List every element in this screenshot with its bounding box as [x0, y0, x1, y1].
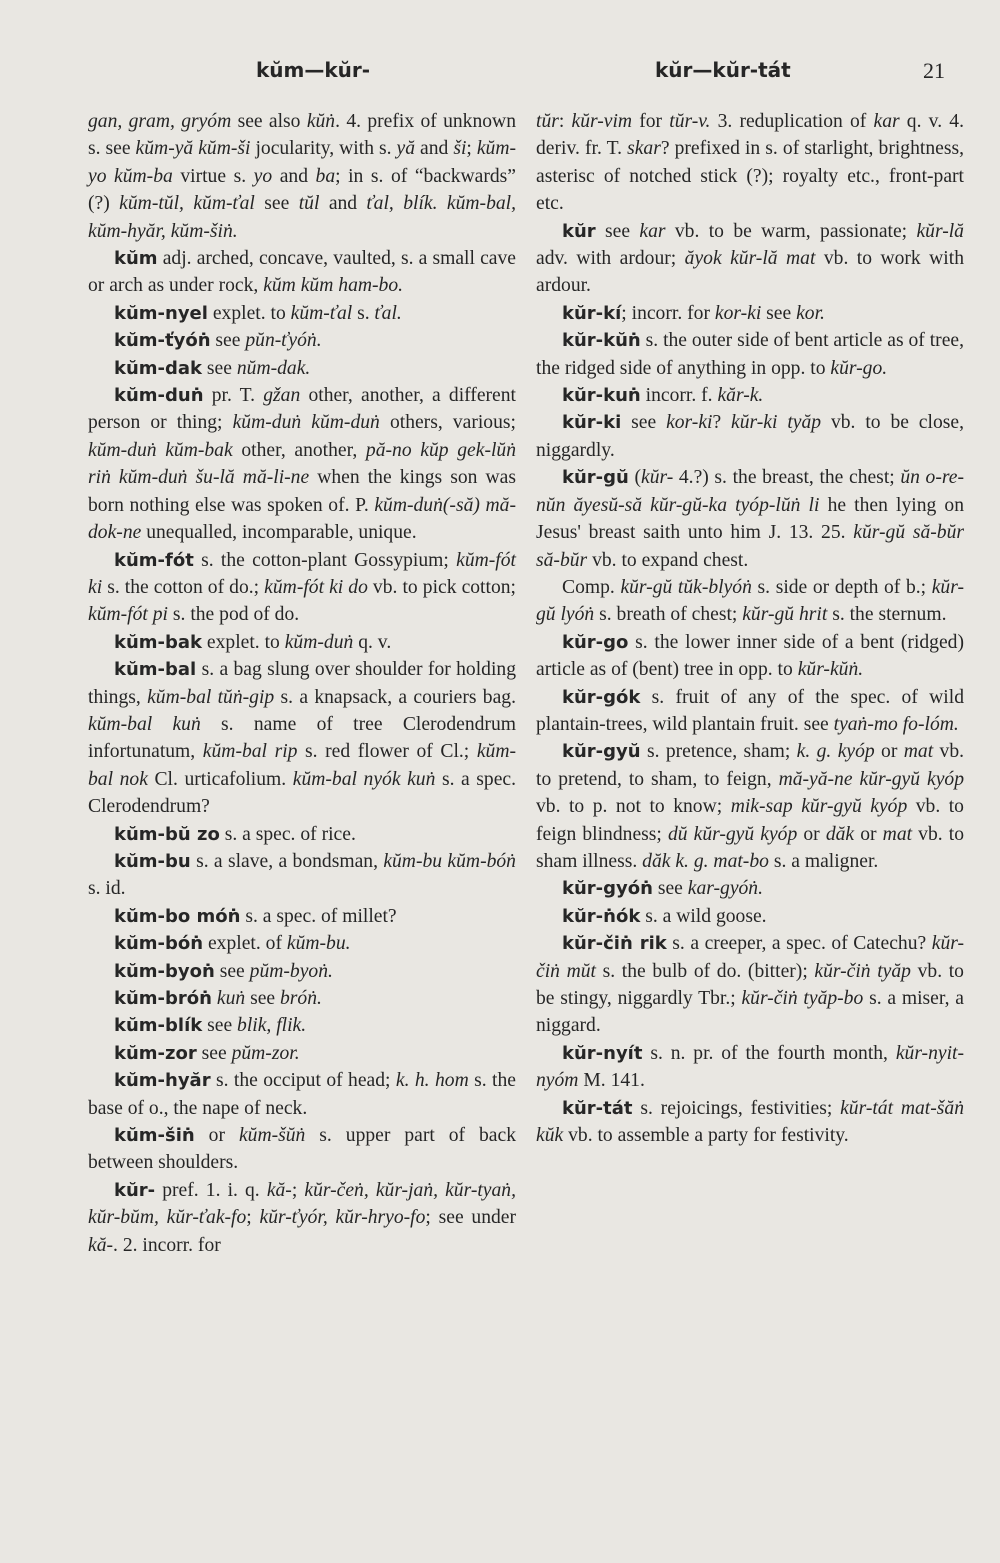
dictionary-entry [536, 1040, 964, 1095]
italic-term: kŭm-fót ki do [264, 576, 368, 598]
italic-term: gžan [263, 385, 301, 407]
dictionary-entry [536, 903, 964, 930]
entry-text: s. a spec. Clerodendrum? [88, 768, 517, 818]
italic-term: kar [873, 111, 900, 132]
dictionary-entry [88, 1012, 516, 1039]
entry-text: s. upper part of back between shoulders. [88, 1125, 516, 1174]
italic-term: pŭm-zor. [231, 1042, 300, 1064]
dictionary-entry [88, 1177, 516, 1259]
italic-term: kar [639, 220, 666, 242]
italic-term: kŭr-gŭ să-bŭr să-bŭr [536, 522, 964, 571]
entry-text: pr. T. [203, 385, 264, 407]
headword: kŭm-bal [114, 659, 197, 681]
entry-text: s. the cotton of do.; [102, 576, 265, 598]
italic-term: nŭm-dak. [236, 357, 311, 379]
italic-term: kŭr-go. [830, 357, 888, 379]
entry-text: see [761, 302, 797, 324]
dictionary-entry [536, 108, 964, 218]
entry-text: or [854, 823, 883, 845]
headword: kŭm-bóṅ [114, 933, 204, 955]
entry-text: ; in s. of “backwards” (?) [88, 165, 516, 215]
entry-text: when the kings son was born nothing else was spoken of. P. [88, 467, 516, 516]
entry-text: see [245, 988, 280, 1009]
headword: kŭm-zor [114, 1042, 197, 1064]
entry-text: other, another, a different person or thing; [88, 385, 516, 434]
headword: kŭr-ki [562, 412, 622, 434]
dictionary-entry [88, 629, 516, 656]
dictionary-entry [88, 848, 516, 903]
running-head-left: kŭm—kŭr- [256, 58, 371, 82]
entry-text: Comp. [562, 576, 621, 598]
entry-text: s. name of tree Clerodendrum infortunatum, [88, 713, 516, 763]
italic-term: kŭm-bal tŭṅ-gip [147, 686, 275, 708]
italic-term: dăk k. g. mat-bo [642, 850, 769, 872]
running-head-right: kŭr—kŭr-tát [655, 58, 791, 82]
headword: kŭm-šiṅ [114, 1125, 195, 1147]
italic-term: kŭṅ [306, 111, 336, 132]
italic-term: pŭn-ťyóṅ. [245, 330, 322, 352]
italic-term: ŭn o-re-nŭn ăyesŭ-să kŭr-gŭ-ka tyóp-lŭṅ li [536, 467, 964, 516]
italic-term: kuṅ [216, 988, 246, 1009]
entry-text: for [632, 111, 670, 132]
italic-term: kŭr-kŭṅ. [797, 659, 864, 681]
entry-text: s. a spec. of millet? [240, 905, 397, 927]
entry-text: or [874, 741, 904, 763]
headword: kŭm-bo móṅ [114, 905, 241, 927]
dictionary-entry [536, 327, 964, 382]
italic-term: kor-ki [714, 302, 762, 324]
headword: kŭm [114, 248, 158, 270]
italic-term: blik, flik. [237, 1015, 307, 1037]
italic-term: yă [396, 138, 416, 160]
entry-text: s. the occiput of head; [210, 1070, 396, 1092]
entry-text: incorr. f. [640, 385, 718, 407]
headword: kŭm-dak [114, 357, 203, 379]
italic-term: kŭm-bu kŭm-bóṅ [383, 850, 516, 872]
italic-term: kŭm-bal kuṅ [88, 713, 201, 735]
dictionary-entry [88, 300, 516, 327]
entry-text: other, another, [232, 439, 366, 461]
dictionary-entry [88, 1040, 516, 1067]
italic-term: k. h. hom [395, 1070, 469, 1092]
italic-term: kă- [88, 1234, 114, 1256]
italic-term: kŭm-tŭl, kŭm-ťal [119, 193, 255, 215]
entry-text: s. fruit of any of the spec. of wild plantain-trees, wild plantain fruit. see [536, 686, 964, 735]
italic-term: kŭm-bal nok [88, 741, 516, 790]
entry-text: ( [628, 467, 641, 489]
italic-term: kŭr-lă [916, 220, 964, 242]
entry-text: s. n. pr. of the fourth month, [642, 1042, 896, 1064]
entry-text: s. red flower of Cl.; [297, 741, 477, 763]
italic-term: kŭm-bal rip [202, 741, 298, 763]
entry-text: or [797, 823, 826, 845]
headword: kŭr-nyít [562, 1042, 643, 1064]
headword: kŭm-nyel [114, 302, 208, 324]
entry-text: s. breath of chest; [594, 604, 743, 626]
dictionary-entry [536, 409, 964, 464]
italic-term: ăyok kŭr-lă mat [684, 248, 816, 270]
italic-term: pă-no kŭp gek-lŭṅ riṅ kŭm-duṅ šu-lă mă-li-ne [88, 439, 517, 489]
headword: kŭr-gyŭ [562, 741, 641, 763]
right-column [536, 108, 964, 1149]
entry-text: adj. arched, concave, vaulted, s. a small cave or arch as under rock, [88, 248, 516, 297]
italic-term: kŭr-čiṅ tyăp [814, 960, 911, 982]
italic-term: ši [453, 138, 467, 160]
entry-text: s. a creeper, a spec. of Catechu? [666, 933, 932, 955]
entry-text: vb. to be stingy, niggardly Tbr.; [536, 960, 964, 1009]
dictionary-entry [536, 574, 964, 629]
headword: kŭr [562, 220, 596, 242]
entry-text: s. the bulb of do. (bitter); [595, 960, 815, 982]
entry-text: see also [231, 111, 307, 132]
italic-term: kŭm-šŭṅ [238, 1125, 306, 1147]
dictionary-entry [88, 355, 516, 382]
headword: kŭm-blík [114, 1015, 203, 1037]
entry-text: ? [712, 412, 732, 434]
italic-term: kŭr-ki tyăp [731, 412, 822, 434]
entry-text: vb. to pick cotton; [367, 576, 516, 598]
italic-term: tŭr-v. [669, 111, 711, 132]
entry-text: explet. to [202, 631, 285, 653]
entry-text: others, various; [379, 412, 516, 434]
entry-text: see [254, 193, 299, 215]
entry-text: s. rejoicings, festivities; [632, 1097, 841, 1119]
entry-text: ; [246, 1207, 260, 1229]
entry-text: unequalled, incomparable, unique. [141, 522, 417, 544]
entry-text: s. [352, 302, 375, 324]
italic-term: kŭm-yo kŭm-ba [88, 138, 517, 187]
headword: kŭm-bak [114, 631, 203, 653]
italic-term: kŭr-vim [571, 111, 633, 132]
entry-text: and [415, 138, 454, 160]
headword: kŭm-byoṅ [114, 960, 215, 982]
headword: kŭm-bŭ zo [114, 823, 220, 845]
entry-text: he then lying on Jesus' breast saith unto him J. 13. 25. [536, 494, 964, 544]
italic-term: kŭm-duṅ kŭm-bak [88, 439, 233, 461]
entry-text: s. a bag slung over shoulder for holding things, [88, 659, 516, 708]
italic-term: gan, gram, gryóm [88, 111, 232, 132]
italic-term: kor-ki [666, 412, 713, 434]
dictionary-entry [88, 656, 516, 820]
italic-term: kŭr-gŭ tŭk-blyóṅ [620, 576, 752, 598]
dictionary-entry [536, 218, 964, 300]
entry-text: s. a maligner. [768, 850, 879, 872]
entry-text: vb. to be warm, passionate; [665, 220, 917, 242]
entry-text: s. the lower inner side of a bent (ridged) article as of (bent) tree in opp. to [536, 631, 964, 681]
italic-term: bróṅ. [280, 988, 322, 1009]
entry-text: q. v. 4. deriv. fr. T. [536, 111, 964, 160]
italic-term: mik-sap kŭr-gyŭ kyóp [730, 796, 908, 818]
headword: kŭr-gyóṅ [562, 878, 653, 900]
dictionary-entry [88, 821, 516, 848]
entry-text: vb. to feign blindness; [536, 796, 964, 845]
entry-text: s. the sternum. [827, 604, 947, 626]
italic-term: kŭr-čeṅ, kŭr-jaṅ, kŭr-tyaṅ, kŭr-bŭm, kŭr-ťak-fo [88, 1179, 516, 1229]
entry-text: M. 141. [578, 1070, 645, 1092]
entry-text: vb. to sham illness. [536, 823, 965, 872]
dictionary-entry [536, 382, 964, 409]
entry-text: s. the outer side of bent article as of tree, the ridged side of anything in opp. to [536, 330, 964, 379]
italic-term: kŭm-duṅ kŭm-duṅ [232, 412, 380, 434]
entry-text: s. id. [88, 878, 126, 900]
headword: kŭr-tát [562, 1097, 633, 1119]
entry-text: see [196, 1042, 232, 1064]
italic-term: tŭr [536, 111, 559, 132]
italic-term: tyaṅ-mo fo-lóm. [833, 713, 959, 735]
entry-text: vb. to p. not to know; [536, 796, 731, 818]
entry-text: vb. to work with ardour. [536, 248, 964, 297]
headword: kŭr-kŭṅ [562, 330, 641, 352]
italic-term: kŭr-čiṅ tyăp-bo [741, 988, 864, 1009]
dictionary-entry [88, 327, 516, 354]
italic-term: k. g. kyóp [796, 741, 875, 763]
entry-text: see [595, 220, 640, 242]
headword: kŭm-bróṅ [114, 988, 212, 1009]
italic-term: kŭm-duṅ [284, 631, 354, 653]
dictionary-entry [88, 1067, 516, 1122]
entry-text: q. v. [353, 631, 392, 653]
entry-text: s. the cotton-plant Gossypium; [193, 549, 457, 571]
entry-text: ; incorr. for [621, 302, 715, 324]
dictionary-entry [88, 382, 516, 546]
entry-text: : [558, 111, 572, 132]
dictionary-entry [536, 300, 964, 327]
entry-text: and [319, 193, 367, 215]
headword: kŭm-duṅ [114, 385, 204, 407]
entry-text: s. a wild goose. [640, 905, 767, 927]
entry-text: jocularity, with s. [250, 138, 397, 160]
italic-term: ťal. [374, 302, 402, 324]
entry-text: . 2. incorr. for [113, 1234, 221, 1256]
italic-term: kŭr-ťyór, kŭr-hryo-fo [259, 1207, 426, 1229]
entry-text: s. the pod of do. [168, 604, 300, 626]
italic-term: kŭm-duṅ(-să) mă-dok-ne [88, 494, 516, 544]
headword: kŭr-kí [562, 302, 622, 324]
italic-term: kŭr- [641, 467, 674, 489]
italic-term: pŭm-byoṅ. [249, 960, 333, 982]
headword: kŭm-fót [114, 549, 194, 571]
entry-text: adv. with ardour; [536, 248, 685, 270]
italic-term: kor. [796, 302, 825, 324]
dictionary-entry [88, 108, 516, 245]
italic-term: kŭr-tát mat-šăṅ kŭk [536, 1097, 964, 1147]
page-number: 21 [923, 58, 945, 83]
entry-text: see [652, 878, 688, 900]
entry-text: vb. to assemble a party for festivity. [563, 1125, 849, 1147]
italic-term: kŭr-čiṅ mŭt [536, 933, 965, 982]
entry-text: . 4. prefix of unknown s. see [88, 111, 517, 160]
italic-term: ťal, blík. kŭm-bal, kŭm-hyăr, kŭm-šiṅ. [88, 193, 517, 242]
italic-term: kŭr-gŭ lyóṅ [536, 576, 964, 626]
entry-text: 4.?) s. the breast, the chest; [673, 467, 901, 489]
entry-text: virtue s. [172, 165, 254, 187]
dictionary-entry [88, 958, 516, 985]
left-column [88, 108, 516, 1259]
entry-text: s. pretence, sham; [640, 741, 797, 763]
italic-term: kŭr-nyit-nyóm [536, 1042, 964, 1092]
italic-term: kăr-k. [717, 385, 764, 407]
italic-term: kŭm-yă kŭm-ši [135, 138, 251, 160]
dictionary-entry [536, 1095, 964, 1150]
entry-text: see [210, 330, 246, 352]
italic-term: kŭm-fót pi [88, 604, 168, 626]
entry-text: 3. reduplication of [710, 111, 874, 132]
dictionary-entry [88, 930, 516, 957]
entry-text: or [194, 1125, 239, 1147]
entry-text: s. a slave, a bondsman, [190, 850, 384, 872]
dictionary-entry [536, 684, 964, 739]
entry-text: explet. of [203, 933, 287, 955]
headword: kŭr-ṅók [562, 905, 641, 927]
headword: kŭm-hyăr [114, 1070, 211, 1092]
italic-term: mat [882, 823, 913, 845]
italic-term: kŭm-ťal [290, 302, 353, 324]
italic-term: kă- [266, 1179, 292, 1201]
headword: kŭr-čiṅ rik [562, 933, 667, 955]
dictionary-entry [536, 738, 964, 875]
italic-term: dŭ kŭr-gyŭ kyóp [667, 823, 798, 845]
italic-term: kŭr-gŭ hrit [742, 604, 828, 626]
headword: kŭr-gŭ [562, 467, 629, 489]
italic-term: kar-gyóṅ. [687, 878, 764, 900]
dictionary-entry [536, 464, 964, 574]
entry-text: pref. 1. i. q. [155, 1179, 267, 1201]
entry-text: ; [291, 1179, 305, 1201]
entry-text: see [202, 1015, 238, 1037]
italic-term: kŭm-fót ki [88, 549, 516, 598]
dictionary-entry [536, 875, 964, 902]
headword: kŭr-kuṅ [562, 385, 641, 407]
italic-term: mă-yă-ne kŭr-gyŭ kyóp [778, 768, 964, 790]
italic-term: mat [903, 741, 934, 763]
italic-term: kŭm kŭm ham-bo. [263, 275, 404, 297]
entry-text: s. side or depth of b.; [751, 576, 932, 598]
entry-text: see [621, 412, 667, 434]
entry-text: explet. to [207, 302, 291, 324]
entry-text: ? prefixed in s. of starlight, brightness, asterisc of notched stick (?); royalty etc., front-part etc. [536, 138, 964, 215]
dictionary-entry [88, 1122, 516, 1177]
entry-text: s. a knapsack, a couriers bag. [274, 686, 517, 708]
dictionary-entry [88, 547, 516, 629]
entry-text: s. the base of o., the nape of neck. [88, 1070, 516, 1119]
italic-term: kŭm-bal nyók kuṅ [292, 768, 436, 790]
dictionary-entry [88, 985, 516, 1012]
entry-text: ; see under [425, 1207, 517, 1229]
headword: kŭr-gók [562, 686, 641, 708]
italic-term: dăk [825, 823, 855, 845]
entry-text: Cl. urticafolium. [147, 768, 293, 790]
headword: kŭr- [114, 1179, 156, 1201]
entry-text: see [202, 357, 237, 379]
headword: kŭm-bu [114, 850, 191, 872]
italic-term: ba [315, 165, 336, 187]
italic-term: tŭl [298, 193, 320, 215]
entry-text: s. a spec. of rice. [219, 823, 356, 845]
entry-text: s. a miser, a niggard. [536, 988, 964, 1037]
headword: kŭr-go [562, 631, 629, 653]
italic-term: skar [627, 138, 661, 160]
entry-text: and [272, 165, 316, 187]
entry-text: see [214, 960, 250, 982]
entry-text: vb. to pretend, to sham, to feign, [536, 741, 965, 790]
dictionary-entry [536, 629, 964, 684]
entry-text: vb. to expand chest. [587, 549, 749, 571]
entry-text: ; [466, 138, 477, 160]
italic-term: kŭm-bu. [286, 933, 351, 955]
dictionary-entry [88, 245, 516, 300]
italic-term: yo [253, 165, 273, 187]
entry-text: vb. to be close, niggardly. [536, 412, 964, 461]
headword: kŭm-ťyóṅ [114, 330, 211, 352]
dictionary-entry [536, 930, 964, 1040]
dictionary-entry [88, 903, 516, 930]
